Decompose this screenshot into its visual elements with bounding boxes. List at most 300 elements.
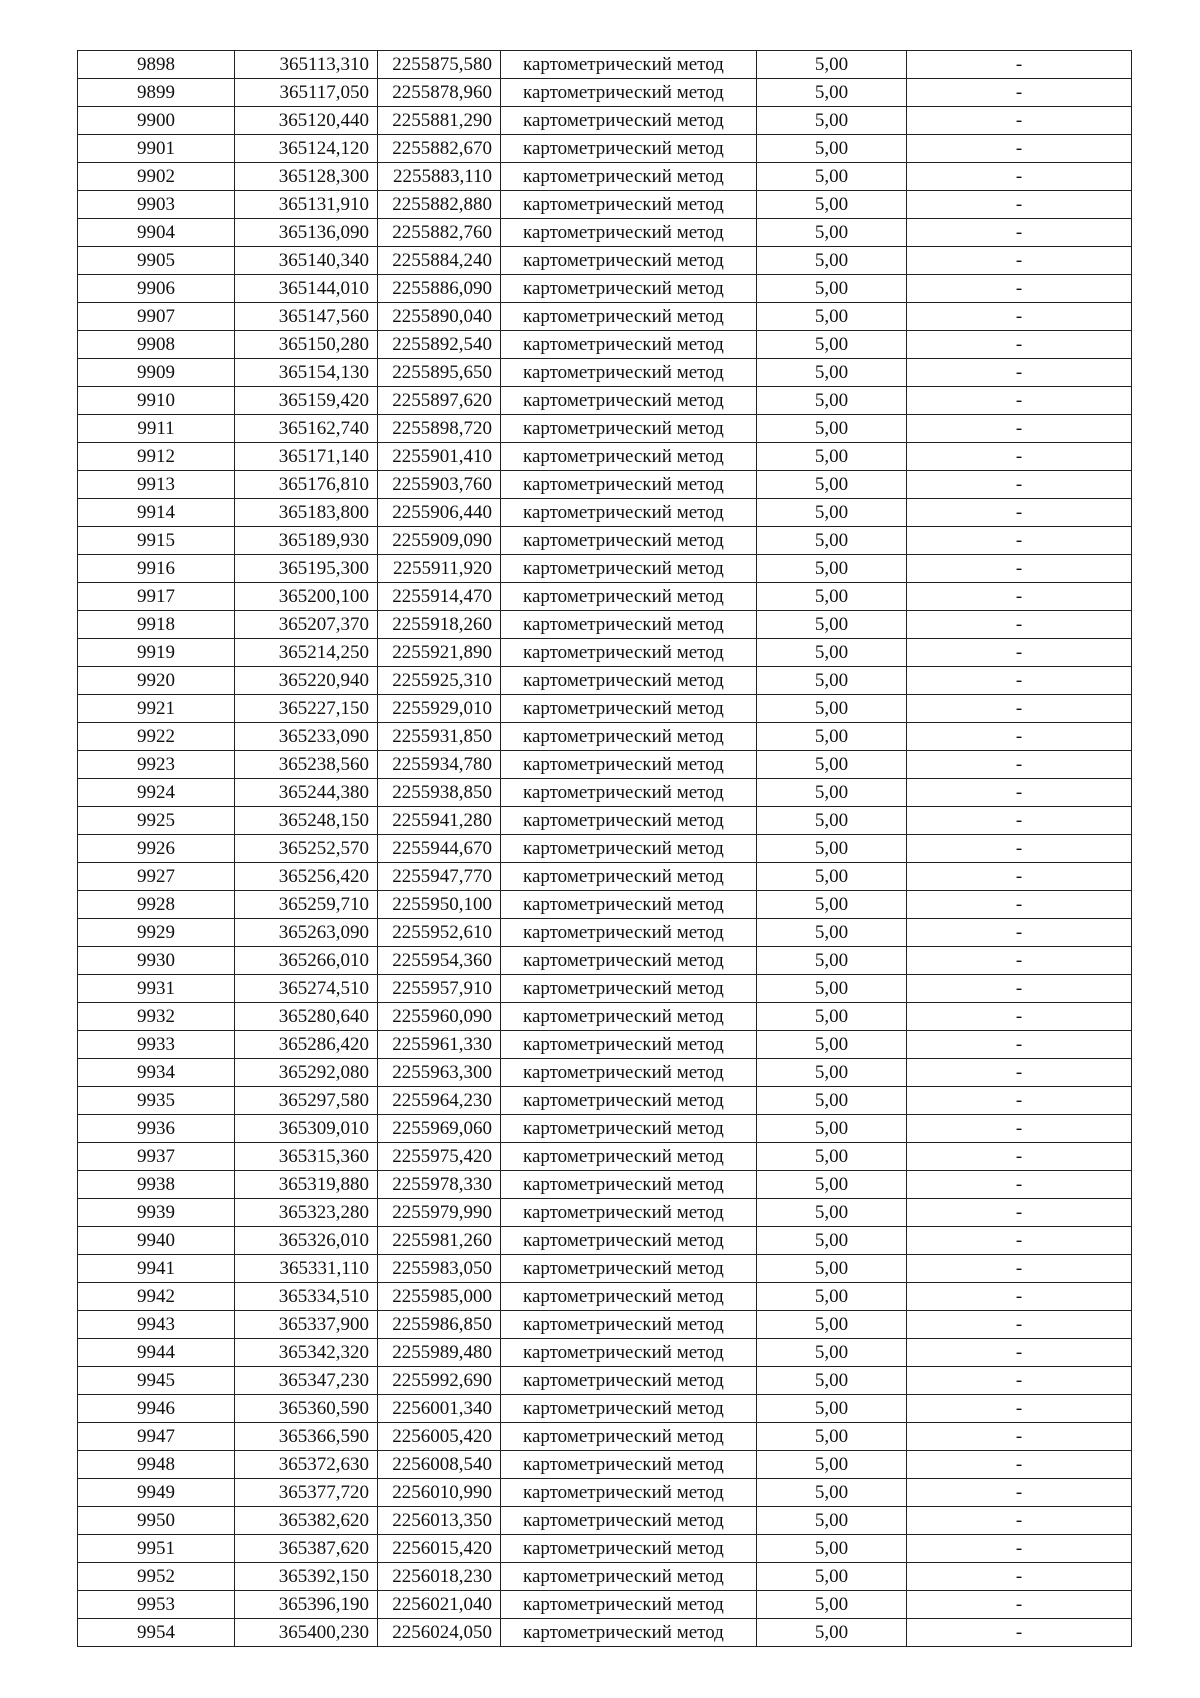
method-cell: картометрический метод: [501, 807, 757, 835]
x-coordinate-cell: 365140,340: [235, 247, 378, 275]
table-row: [78, 1367, 1132, 1395]
y-coordinate-cell: 2255985,000: [378, 1283, 501, 1311]
method-cell: картометрический метод: [501, 191, 757, 219]
accuracy-cell: 5,00: [757, 1451, 907, 1479]
y-coordinate-cell: 2255960,090: [378, 1003, 501, 1031]
description-cell: -: [907, 499, 1132, 527]
accuracy-cell: 5,00: [757, 667, 907, 695]
accuracy-cell: 5,00: [757, 1227, 907, 1255]
method-cell: картометрический метод: [501, 1367, 757, 1395]
accuracy-cell: 5,00: [757, 1507, 907, 1535]
x-coordinate-cell: 365171,140: [235, 443, 378, 471]
method-cell: картометрический метод: [501, 1031, 757, 1059]
x-coordinate-cell: 365292,080: [235, 1059, 378, 1087]
method-cell: картометрический метод: [501, 835, 757, 863]
x-coordinate-cell: 365263,090: [235, 919, 378, 947]
method-cell: картометрический метод: [501, 1255, 757, 1283]
point-number-cell: 9919: [78, 639, 235, 667]
accuracy-cell: 5,00: [757, 247, 907, 275]
y-coordinate-cell: 2255954,360: [378, 947, 501, 975]
x-coordinate-cell: 365189,930: [235, 527, 378, 555]
point-number-cell: 9906: [78, 275, 235, 303]
method-cell: картометрический метод: [501, 639, 757, 667]
description-cell: -: [907, 163, 1132, 191]
point-number-cell: 9942: [78, 1283, 235, 1311]
description-cell: -: [907, 191, 1132, 219]
description-cell: -: [907, 247, 1132, 275]
table-row: [78, 51, 1132, 79]
x-coordinate-cell: 365207,370: [235, 611, 378, 639]
y-coordinate-cell: 2255952,610: [378, 919, 501, 947]
accuracy-cell: 5,00: [757, 415, 907, 443]
x-coordinate-cell: 365162,740: [235, 415, 378, 443]
accuracy-cell: 5,00: [757, 219, 907, 247]
table-row: [78, 219, 1132, 247]
description-cell: -: [907, 891, 1132, 919]
accuracy-cell: 5,00: [757, 443, 907, 471]
description-cell: -: [907, 975, 1132, 1003]
x-coordinate-cell: 365334,510: [235, 1283, 378, 1311]
table-row: [78, 835, 1132, 863]
method-cell: картометрический метод: [501, 611, 757, 639]
x-coordinate-cell: 365238,560: [235, 751, 378, 779]
description-cell: -: [907, 51, 1132, 79]
x-coordinate-cell: 365342,320: [235, 1339, 378, 1367]
x-coordinate-cell: 365309,010: [235, 1115, 378, 1143]
y-coordinate-cell: 2256010,990: [378, 1479, 501, 1507]
x-coordinate-cell: 365220,940: [235, 667, 378, 695]
description-cell: -: [907, 1227, 1132, 1255]
accuracy-cell: 5,00: [757, 1311, 907, 1339]
point-number-cell: 9949: [78, 1479, 235, 1507]
accuracy-cell: 5,00: [757, 1031, 907, 1059]
table-row: [78, 1199, 1132, 1227]
accuracy-cell: 5,00: [757, 975, 907, 1003]
table-row: [78, 1059, 1132, 1087]
method-cell: картометрический метод: [501, 499, 757, 527]
table-row: [78, 1535, 1132, 1563]
point-number-cell: 9948: [78, 1451, 235, 1479]
y-coordinate-cell: 2255914,470: [378, 583, 501, 611]
x-coordinate-cell: 365280,640: [235, 1003, 378, 1031]
point-number-cell: 9934: [78, 1059, 235, 1087]
y-coordinate-cell: 2255878,960: [378, 79, 501, 107]
y-coordinate-cell: 2255903,760: [378, 471, 501, 499]
description-cell: -: [907, 1395, 1132, 1423]
description-cell: -: [907, 1563, 1132, 1591]
table-row: [78, 975, 1132, 1003]
point-number-cell: 9921: [78, 695, 235, 723]
description-cell: -: [907, 1451, 1132, 1479]
y-coordinate-cell: 2255890,040: [378, 303, 501, 331]
description-cell: -: [907, 863, 1132, 891]
point-number-cell: 9944: [78, 1339, 235, 1367]
method-cell: картометрический метод: [501, 51, 757, 79]
method-cell: картометрический метод: [501, 331, 757, 359]
y-coordinate-cell: 2256008,540: [378, 1451, 501, 1479]
y-coordinate-cell: 2255931,850: [378, 723, 501, 751]
description-cell: -: [907, 79, 1132, 107]
table-row: [78, 1395, 1132, 1423]
accuracy-cell: 5,00: [757, 1171, 907, 1199]
method-cell: картометрический метод: [501, 275, 757, 303]
method-cell: картометрический метод: [501, 1311, 757, 1339]
y-coordinate-cell: 2255950,100: [378, 891, 501, 919]
description-cell: -: [907, 1339, 1132, 1367]
accuracy-cell: 5,00: [757, 611, 907, 639]
method-cell: картометрический метод: [501, 1339, 757, 1367]
x-coordinate-cell: 365360,590: [235, 1395, 378, 1423]
accuracy-cell: 5,00: [757, 1563, 907, 1591]
description-cell: -: [907, 1423, 1132, 1451]
description-cell: -: [907, 275, 1132, 303]
table-row: [78, 583, 1132, 611]
description-cell: -: [907, 527, 1132, 555]
y-coordinate-cell: 2255941,280: [378, 807, 501, 835]
y-coordinate-cell: 2255963,300: [378, 1059, 501, 1087]
accuracy-cell: 5,00: [757, 723, 907, 751]
y-coordinate-cell: 2256018,230: [378, 1563, 501, 1591]
method-cell: картометрический метод: [501, 1115, 757, 1143]
table-row: [78, 443, 1132, 471]
table-row: [78, 1619, 1132, 1647]
description-cell: -: [907, 779, 1132, 807]
accuracy-cell: 5,00: [757, 1591, 907, 1619]
method-cell: картометрический метод: [501, 1619, 757, 1647]
y-coordinate-cell: 2256005,420: [378, 1423, 501, 1451]
x-coordinate-cell: 365200,100: [235, 583, 378, 611]
method-cell: картометрический метод: [501, 219, 757, 247]
accuracy-cell: 5,00: [757, 639, 907, 667]
y-coordinate-cell: 2255906,440: [378, 499, 501, 527]
x-coordinate-cell: 365259,710: [235, 891, 378, 919]
y-coordinate-cell: 2256013,350: [378, 1507, 501, 1535]
x-coordinate-cell: 365117,050: [235, 79, 378, 107]
table-row: [78, 1339, 1132, 1367]
point-number-cell: 9936: [78, 1115, 235, 1143]
y-coordinate-cell: 2255992,690: [378, 1367, 501, 1395]
description-cell: -: [907, 1087, 1132, 1115]
description-cell: -: [907, 1507, 1132, 1535]
x-coordinate-cell: 365266,010: [235, 947, 378, 975]
x-coordinate-cell: 365147,560: [235, 303, 378, 331]
method-cell: картометрический метод: [501, 751, 757, 779]
table-row: [78, 947, 1132, 975]
accuracy-cell: 5,00: [757, 135, 907, 163]
y-coordinate-cell: 2255898,720: [378, 415, 501, 443]
method-cell: картометрический метод: [501, 1087, 757, 1115]
table-row: [78, 471, 1132, 499]
method-cell: картометрический метод: [501, 1563, 757, 1591]
x-coordinate-cell: 365113,310: [235, 51, 378, 79]
description-cell: -: [907, 639, 1132, 667]
y-coordinate-cell: 2255983,050: [378, 1255, 501, 1283]
point-number-cell: 9908: [78, 331, 235, 359]
description-cell: -: [907, 751, 1132, 779]
y-coordinate-cell: 2256015,420: [378, 1535, 501, 1563]
x-coordinate-cell: 365400,230: [235, 1619, 378, 1647]
y-coordinate-cell: 2255884,240: [378, 247, 501, 275]
method-cell: картометрический метод: [501, 555, 757, 583]
x-coordinate-cell: 365183,800: [235, 499, 378, 527]
method-cell: картометрический метод: [501, 975, 757, 1003]
y-coordinate-cell: 2255883,110: [378, 163, 501, 191]
table-row: [78, 1115, 1132, 1143]
description-cell: -: [907, 611, 1132, 639]
x-coordinate-cell: 365366,590: [235, 1423, 378, 1451]
accuracy-cell: 5,00: [757, 1255, 907, 1283]
accuracy-cell: 5,00: [757, 191, 907, 219]
y-coordinate-cell: 2256021,040: [378, 1591, 501, 1619]
table-row: [78, 1591, 1132, 1619]
table-row: [78, 1507, 1132, 1535]
description-cell: -: [907, 1031, 1132, 1059]
table-row: [78, 191, 1132, 219]
table-row: [78, 1563, 1132, 1591]
table-row: [78, 247, 1132, 275]
table-row: [78, 611, 1132, 639]
y-coordinate-cell: 2255944,670: [378, 835, 501, 863]
x-coordinate-cell: 365248,150: [235, 807, 378, 835]
accuracy-cell: 5,00: [757, 1059, 907, 1087]
point-number-cell: 9940: [78, 1227, 235, 1255]
table-row: [78, 1283, 1132, 1311]
table-row: [78, 723, 1132, 751]
y-coordinate-cell: 2255986,850: [378, 1311, 501, 1339]
x-coordinate-cell: 365382,620: [235, 1507, 378, 1535]
point-number-cell: 9929: [78, 919, 235, 947]
table-row: [78, 751, 1132, 779]
table-row: [78, 1479, 1132, 1507]
accuracy-cell: 5,00: [757, 1479, 907, 1507]
point-number-cell: 9945: [78, 1367, 235, 1395]
table-row: [78, 527, 1132, 555]
accuracy-cell: 5,00: [757, 1367, 907, 1395]
x-coordinate-cell: 365323,280: [235, 1199, 378, 1227]
point-number-cell: 9904: [78, 219, 235, 247]
point-number-cell: 9943: [78, 1311, 235, 1339]
description-cell: -: [907, 835, 1132, 863]
method-cell: картометрический метод: [501, 247, 757, 275]
description-cell: -: [907, 1255, 1132, 1283]
point-number-cell: 9920: [78, 667, 235, 695]
point-number-cell: 9953: [78, 1591, 235, 1619]
table-row: [78, 1087, 1132, 1115]
description-cell: -: [907, 443, 1132, 471]
description-cell: -: [907, 583, 1132, 611]
description-cell: -: [907, 1283, 1132, 1311]
method-cell: картометрический метод: [501, 1451, 757, 1479]
accuracy-cell: 5,00: [757, 1087, 907, 1115]
x-coordinate-cell: 365244,380: [235, 779, 378, 807]
x-coordinate-cell: 365176,810: [235, 471, 378, 499]
accuracy-cell: 5,00: [757, 751, 907, 779]
point-number-cell: 9911: [78, 415, 235, 443]
method-cell: картометрический метод: [501, 471, 757, 499]
method-cell: картометрический метод: [501, 387, 757, 415]
method-cell: картометрический метод: [501, 1171, 757, 1199]
table-row: [78, 331, 1132, 359]
x-coordinate-cell: 365131,910: [235, 191, 378, 219]
description-cell: -: [907, 471, 1132, 499]
y-coordinate-cell: 2255882,880: [378, 191, 501, 219]
point-number-cell: 9928: [78, 891, 235, 919]
x-coordinate-cell: 365256,420: [235, 863, 378, 891]
table-row: [78, 1423, 1132, 1451]
method-cell: картометрический метод: [501, 583, 757, 611]
point-number-cell: 9912: [78, 443, 235, 471]
x-coordinate-cell: 365331,110: [235, 1255, 378, 1283]
method-cell: картометрический метод: [501, 1227, 757, 1255]
point-number-cell: 9952: [78, 1563, 235, 1591]
accuracy-cell: 5,00: [757, 1619, 907, 1647]
table-row: [78, 891, 1132, 919]
y-coordinate-cell: 2255895,650: [378, 359, 501, 387]
x-coordinate-cell: 365372,630: [235, 1451, 378, 1479]
point-number-cell: 9914: [78, 499, 235, 527]
point-number-cell: 9938: [78, 1171, 235, 1199]
description-cell: -: [907, 331, 1132, 359]
method-cell: картометрический метод: [501, 919, 757, 947]
description-cell: -: [907, 1535, 1132, 1563]
x-coordinate-cell: 365347,230: [235, 1367, 378, 1395]
table-row: [78, 163, 1132, 191]
y-coordinate-cell: 2255979,990: [378, 1199, 501, 1227]
accuracy-cell: 5,00: [757, 779, 907, 807]
accuracy-cell: 5,00: [757, 1199, 907, 1227]
point-number-cell: 9935: [78, 1087, 235, 1115]
y-coordinate-cell: 2255929,010: [378, 695, 501, 723]
y-coordinate-cell: 2255886,090: [378, 275, 501, 303]
table-row: [78, 303, 1132, 331]
description-cell: -: [907, 1619, 1132, 1647]
accuracy-cell: 5,00: [757, 947, 907, 975]
accuracy-cell: 5,00: [757, 1115, 907, 1143]
table-row: [78, 1171, 1132, 1199]
y-coordinate-cell: 2255957,910: [378, 975, 501, 1003]
accuracy-cell: 5,00: [757, 79, 907, 107]
accuracy-cell: 5,00: [757, 555, 907, 583]
accuracy-cell: 5,00: [757, 527, 907, 555]
y-coordinate-cell: 2255961,330: [378, 1031, 501, 1059]
point-number-cell: 9946: [78, 1395, 235, 1423]
x-coordinate-cell: 365377,720: [235, 1479, 378, 1507]
x-coordinate-cell: 365144,010: [235, 275, 378, 303]
x-coordinate-cell: 365286,420: [235, 1031, 378, 1059]
description-cell: -: [907, 723, 1132, 751]
table-row: [78, 359, 1132, 387]
accuracy-cell: 5,00: [757, 107, 907, 135]
point-number-cell: 9941: [78, 1255, 235, 1283]
y-coordinate-cell: 2255921,890: [378, 639, 501, 667]
description-cell: -: [907, 1003, 1132, 1031]
y-coordinate-cell: 2255975,420: [378, 1143, 501, 1171]
description-cell: -: [907, 107, 1132, 135]
method-cell: картометрический метод: [501, 695, 757, 723]
method-cell: картометрический метод: [501, 1199, 757, 1227]
x-coordinate-cell: 365124,120: [235, 135, 378, 163]
method-cell: картометрический метод: [501, 443, 757, 471]
description-cell: -: [907, 947, 1132, 975]
table-row: [78, 135, 1132, 163]
table-row: [78, 555, 1132, 583]
point-number-cell: 9917: [78, 583, 235, 611]
description-cell: -: [907, 1591, 1132, 1619]
method-cell: картометрический метод: [501, 891, 757, 919]
y-coordinate-cell: 2255925,310: [378, 667, 501, 695]
table-row: [78, 79, 1132, 107]
table-row: [78, 107, 1132, 135]
accuracy-cell: 5,00: [757, 835, 907, 863]
method-cell: картометрический метод: [501, 1423, 757, 1451]
table-row: [78, 275, 1132, 303]
y-coordinate-cell: 2256001,340: [378, 1395, 501, 1423]
y-coordinate-cell: 2256024,050: [378, 1619, 501, 1647]
point-number-cell: 9937: [78, 1143, 235, 1171]
x-coordinate-cell: 365392,150: [235, 1563, 378, 1591]
x-coordinate-cell: 365396,190: [235, 1591, 378, 1619]
description-cell: -: [907, 1143, 1132, 1171]
method-cell: картометрический метод: [501, 107, 757, 135]
table-row: [78, 415, 1132, 443]
point-number-cell: 9899: [78, 79, 235, 107]
accuracy-cell: 5,00: [757, 891, 907, 919]
table-row: [78, 695, 1132, 723]
point-number-cell: 9923: [78, 751, 235, 779]
point-number-cell: 9931: [78, 975, 235, 1003]
accuracy-cell: 5,00: [757, 919, 907, 947]
table-row: [78, 499, 1132, 527]
method-cell: картометрический метод: [501, 1591, 757, 1619]
x-coordinate-cell: 365150,280: [235, 331, 378, 359]
x-coordinate-cell: 365252,570: [235, 835, 378, 863]
accuracy-cell: 5,00: [757, 163, 907, 191]
y-coordinate-cell: 2255881,290: [378, 107, 501, 135]
x-coordinate-cell: 365214,250: [235, 639, 378, 667]
accuracy-cell: 5,00: [757, 499, 907, 527]
method-cell: картометрический метод: [501, 779, 757, 807]
coordinates-table: [77, 50, 1132, 1647]
description-cell: -: [907, 303, 1132, 331]
method-cell: картометрический метод: [501, 863, 757, 891]
x-coordinate-cell: 365319,880: [235, 1171, 378, 1199]
point-number-cell: 9954: [78, 1619, 235, 1647]
table-row: [78, 639, 1132, 667]
x-coordinate-cell: 365337,900: [235, 1311, 378, 1339]
accuracy-cell: 5,00: [757, 471, 907, 499]
accuracy-cell: 5,00: [757, 387, 907, 415]
y-coordinate-cell: 2255978,330: [378, 1171, 501, 1199]
x-coordinate-cell: 365128,300: [235, 163, 378, 191]
table-row: [78, 1227, 1132, 1255]
description-cell: -: [907, 1059, 1132, 1087]
y-coordinate-cell: 2255964,230: [378, 1087, 501, 1115]
accuracy-cell: 5,00: [757, 1535, 907, 1563]
table-row: [78, 919, 1132, 947]
x-coordinate-cell: 365274,510: [235, 975, 378, 1003]
method-cell: картометрический метод: [501, 163, 757, 191]
point-number-cell: 9898: [78, 51, 235, 79]
description-cell: -: [907, 919, 1132, 947]
accuracy-cell: 5,00: [757, 1143, 907, 1171]
point-number-cell: 9939: [78, 1199, 235, 1227]
table-row: [78, 807, 1132, 835]
y-coordinate-cell: 2255909,090: [378, 527, 501, 555]
description-cell: -: [907, 1115, 1132, 1143]
y-coordinate-cell: 2255901,410: [378, 443, 501, 471]
accuracy-cell: 5,00: [757, 1395, 907, 1423]
description-cell: -: [907, 1199, 1132, 1227]
